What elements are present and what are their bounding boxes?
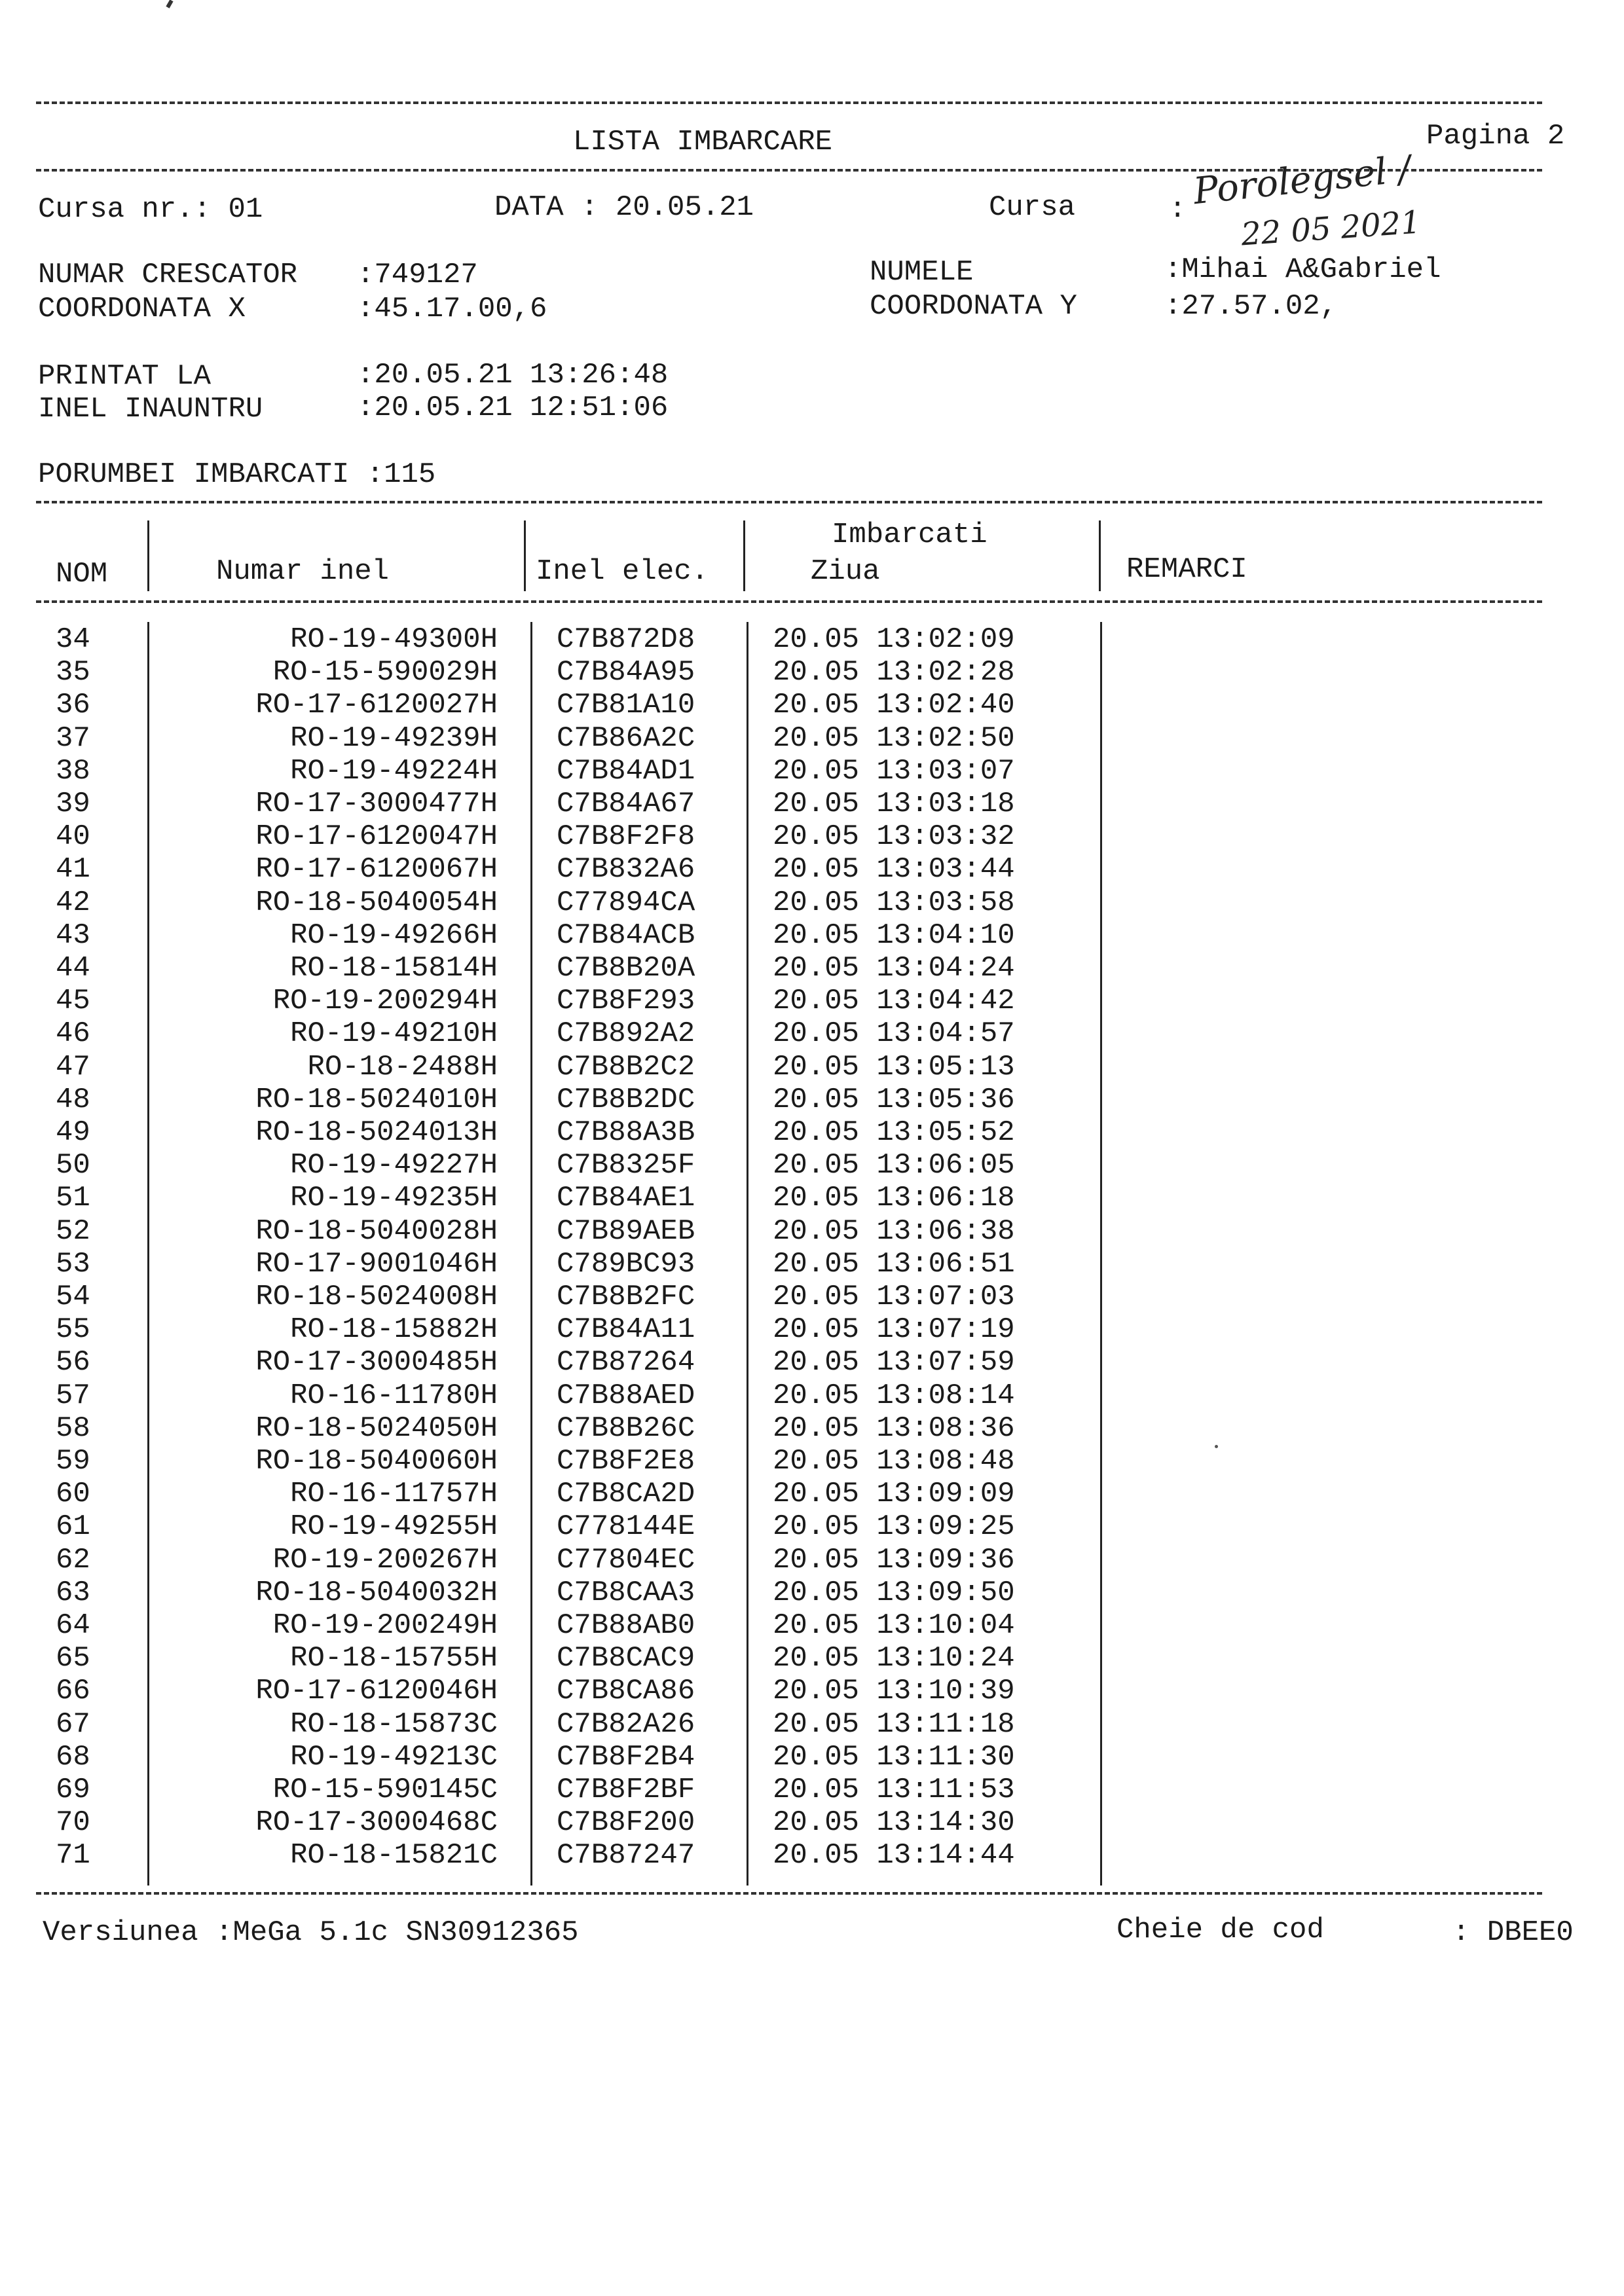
ring-number: RO-19-49300H [290, 623, 498, 656]
electronic-ring: C7B8B2C2 [557, 1050, 695, 1084]
col-header-nom: NOM [56, 558, 108, 591]
boarded-time: 20.05 13:04:24 [773, 952, 1015, 985]
software-version: Versiunea :MeGa 5.1c SN30912365 [43, 1916, 579, 1949]
row-number: 51 [56, 1182, 90, 1215]
boarded-time: 20.05 13:09:36 [773, 1543, 1015, 1576]
ring-number: RO-17-6120046H [255, 1675, 498, 1708]
ring-number: RO-19-49266H [290, 919, 498, 952]
col-header-boarded: Imbarcati [832, 519, 987, 551]
ring-number: RO-18-5024010H [255, 1083, 498, 1116]
ring-number: RO-18-5040032H [255, 1576, 498, 1609]
boarded-time: 20.05 13:06:05 [773, 1149, 1015, 1182]
row-number: 49 [56, 1116, 90, 1149]
scan-speck [166, 0, 173, 9]
table-row [0, 1085, 1624, 1117]
row-number: 71 [56, 1839, 90, 1872]
electronic-ring: C778144E [557, 1510, 695, 1544]
ring-number: RO-19-49227H [290, 1149, 498, 1182]
row-number: 59 [56, 1445, 90, 1478]
ring-number: RO-16-11757H [290, 1478, 498, 1511]
row-number: 56 [56, 1346, 90, 1379]
row-number: 61 [56, 1510, 90, 1544]
ring-number: RO-17-6120027H [255, 689, 498, 722]
col-divider [743, 520, 745, 591]
electronic-ring: C7B8F2E8 [557, 1445, 695, 1478]
electronic-ring: C77894CA [557, 886, 695, 919]
electronic-ring: C7B87247 [557, 1839, 695, 1872]
electronic-ring: C7B84AD1 [557, 754, 695, 788]
electronic-ring: C7B88AB0 [557, 1609, 695, 1642]
electronic-ring: C7B84A67 [557, 788, 695, 820]
row-number: 57 [56, 1379, 90, 1412]
col-divider [147, 520, 149, 591]
boarded-time: 20.05 13:05:36 [773, 1083, 1015, 1116]
table-row [0, 1512, 1624, 1544]
electronic-ring: C7B8CA86 [557, 1675, 695, 1708]
table-row [0, 1214, 1624, 1248]
row-number: 70 [56, 1806, 90, 1840]
ring-number: RO-16-11780H [290, 1379, 498, 1412]
boarded-time: 20.05 13:09:25 [773, 1510, 1015, 1544]
ring-number: RO-18-2488H [307, 1050, 498, 1084]
table-row [0, 1151, 1624, 1182]
ring-number: RO-19-200267H [272, 1543, 498, 1576]
row-number: 45 [56, 985, 90, 1018]
electronic-ring: C7B8CA2D [557, 1478, 695, 1511]
table-row [0, 625, 1624, 657]
table-row [0, 1019, 1624, 1051]
electronic-ring: C7B8B2FC [557, 1281, 695, 1313]
electronic-ring: C7B8CAA3 [557, 1576, 695, 1609]
row-number: 39 [56, 788, 90, 820]
table-row [0, 1543, 1624, 1577]
row-number: 40 [56, 820, 90, 854]
coord-x-label: COORDONATA X [38, 293, 246, 325]
ring-number: RO-19-49239H [290, 721, 498, 755]
table-row [0, 1677, 1624, 1708]
electronic-ring: C7B8F2B4 [557, 1740, 695, 1774]
ring-number: RO-18-5040028H [255, 1214, 498, 1248]
printed-at-label: PRINTAT LA [38, 360, 212, 393]
table-row [0, 1740, 1624, 1774]
electronic-ring: C7B8F200 [557, 1806, 695, 1840]
table-row [0, 1283, 1624, 1314]
ring-number: RO-19-49235H [290, 1182, 498, 1215]
table-row [0, 1050, 1624, 1084]
ring-number: RO-17-6120047H [255, 820, 498, 854]
divider-table-header [36, 600, 1542, 603]
boarded-time: 20.05 13:08:48 [773, 1445, 1015, 1478]
coord-x-value: :45.17.00,6 [357, 293, 547, 325]
ring-number: RO-18-5040060H [255, 1445, 498, 1478]
boarded-time: 20.05 13:10:39 [773, 1675, 1015, 1708]
ring-number: RO-18-15814H [290, 952, 498, 985]
table-row [0, 1644, 1624, 1675]
electronic-ring: C7B87264 [557, 1346, 695, 1379]
divider-top [36, 101, 1542, 104]
ring-number: RO-18-5024050H [255, 1412, 498, 1445]
ring-number: RO-17-3000477H [255, 788, 498, 820]
boarded-time: 20.05 13:07:59 [773, 1346, 1015, 1379]
ring-number: RO-17-6120067H [255, 853, 498, 886]
row-number: 67 [56, 1707, 90, 1741]
table-row [0, 1611, 1624, 1643]
page-number: Pagina 2 [1426, 120, 1565, 153]
electronic-ring: C7B8B26C [557, 1412, 695, 1445]
row-number: 64 [56, 1609, 90, 1642]
boarded-time: 20.05 13:11:18 [773, 1707, 1015, 1741]
table-row [0, 1808, 1624, 1840]
electronic-ring: C7B8F293 [557, 985, 695, 1018]
row-number: 36 [56, 689, 90, 722]
ring-number: RO-15-590145C [272, 1774, 498, 1806]
electronic-ring: C7B8F2BF [557, 1774, 695, 1806]
boarded-time: 20.05 13:10:04 [773, 1609, 1015, 1642]
boarded-time: 20.05 13:03:58 [773, 886, 1015, 919]
ring-in-label: INEL INAUNTRU [38, 393, 263, 426]
row-number: 42 [56, 886, 90, 919]
row-number: 68 [56, 1740, 90, 1774]
ring-number: RO-18-15755H [290, 1642, 498, 1675]
row-number: 69 [56, 1774, 90, 1806]
race-number: Cursa nr.: 01 [38, 193, 263, 226]
row-number: 60 [56, 1478, 90, 1511]
pigeons-boarded: PORUMBEI IMBARCATI :115 [38, 458, 436, 491]
row-number: 54 [56, 1281, 90, 1313]
boarded-time: 20.05 13:07:19 [773, 1313, 1015, 1347]
printed-at-value: :20.05.21 13:26:48 [357, 359, 669, 392]
code-key-value: : DBEE0 [1452, 1916, 1574, 1949]
boarded-time: 20.05 13:11:30 [773, 1740, 1015, 1774]
ring-number: RO-15-590029H [272, 656, 498, 689]
table-row [0, 1841, 1624, 1872]
electronic-ring: C7B81A10 [557, 689, 695, 722]
table-row [0, 1315, 1624, 1347]
electronic-ring: C7B89AEB [557, 1214, 695, 1248]
boarded-time: 20.05 13:03:32 [773, 820, 1015, 854]
row-number: 34 [56, 623, 90, 656]
electronic-ring: C7B832A6 [557, 853, 695, 886]
row-number: 55 [56, 1313, 90, 1347]
row-number: 65 [56, 1642, 90, 1675]
boarded-time: 20.05 13:07:03 [773, 1281, 1015, 1313]
row-number: 46 [56, 1017, 90, 1051]
code-key-label: Cheie de cod [1116, 1914, 1324, 1946]
table-row [0, 790, 1624, 821]
col-header-remarks: REMARCI [1126, 553, 1247, 586]
table-row [0, 1247, 1624, 1281]
electronic-ring: C7B8CAC9 [557, 1642, 695, 1675]
race-colon: : [1169, 193, 1187, 226]
table-row [0, 1348, 1624, 1379]
breeder-name-label: NUMELE [870, 256, 974, 289]
table-row [0, 658, 1624, 689]
row-number: 53 [56, 1247, 90, 1281]
electronic-ring: C7B88AED [557, 1379, 695, 1412]
electronic-ring: C7B82A26 [557, 1707, 695, 1741]
row-number: 47 [56, 1050, 90, 1084]
table-row [0, 691, 1624, 722]
electronic-ring: C7B8325F [557, 1149, 695, 1182]
race-label: Cursa [989, 191, 1076, 224]
ring-number: RO-18-15821C [290, 1839, 498, 1872]
electronic-ring: C7B84AE1 [557, 1182, 695, 1215]
ring-number: RO-18-5040054H [255, 886, 498, 919]
electronic-ring: C7B872D8 [557, 623, 695, 656]
handwritten-race-name: Porolegsel / [1191, 147, 1413, 213]
row-number: 63 [56, 1576, 90, 1609]
table-row [0, 1381, 1624, 1413]
electronic-ring: C789BC93 [557, 1247, 695, 1281]
ring-number: RO-19-200249H [272, 1609, 498, 1642]
boarded-time: 20.05 13:06:38 [773, 1214, 1015, 1248]
table-row [0, 822, 1624, 854]
boarded-time: 20.05 13:03:18 [773, 788, 1015, 820]
row-number: 44 [56, 952, 90, 985]
col-divider [1099, 520, 1101, 591]
table-row [0, 855, 1624, 886]
boarded-time: 20.05 13:04:42 [773, 985, 1015, 1018]
boarded-time: 20.05 13:04:57 [773, 1017, 1015, 1051]
ring-number: RO-19-49213C [290, 1740, 498, 1774]
boarded-time: 20.05 13:08:14 [773, 1379, 1015, 1412]
row-number: 66 [56, 1675, 90, 1708]
table-row [0, 1184, 1624, 1215]
ring-number: RO-17-3000468C [255, 1806, 498, 1840]
breeder-number-label: NUMAR CRESCATOR [38, 259, 298, 291]
row-number: 43 [56, 919, 90, 952]
row-number: 41 [56, 853, 90, 886]
electronic-ring: C7B8F2F8 [557, 820, 695, 854]
ring-number: RO-17-3000485H [255, 1346, 498, 1379]
divider-table-top [36, 501, 1542, 503]
row-number: 58 [56, 1412, 90, 1445]
col-header-day: Ziua [811, 555, 880, 588]
boarded-time: 20.05 13:02:40 [773, 689, 1015, 722]
ring-number: RO-17-9001046H [255, 1247, 498, 1281]
ring-number: RO-18-15873C [290, 1707, 498, 1741]
coord-y-label: COORDONATA Y [870, 290, 1077, 323]
row-number: 62 [56, 1543, 90, 1576]
table-row [0, 1414, 1624, 1446]
boarded-time: 20.05 13:09:09 [773, 1478, 1015, 1511]
race-date: DATA : 20.05.21 [494, 191, 754, 224]
electronic-ring: C7B88A3B [557, 1116, 695, 1149]
row-number: 50 [56, 1149, 90, 1182]
boarded-time: 20.05 13:02:28 [773, 656, 1015, 689]
row-number: 48 [56, 1083, 90, 1116]
electronic-ring: C7B86A2C [557, 721, 695, 755]
ring-number: RO-19-49224H [290, 754, 498, 788]
electronic-ring: C7B84A95 [557, 656, 695, 689]
col-header-electronic-ring: Inel elec. [536, 555, 709, 588]
breeder-number-value: :749127 [357, 259, 478, 291]
col-divider [524, 520, 526, 591]
ring-number: RO-19-49210H [290, 1017, 498, 1051]
table-row [0, 987, 1624, 1018]
boarded-time: 20.05 13:04:10 [773, 919, 1015, 952]
boarded-time: 20.05 13:10:24 [773, 1642, 1015, 1675]
table-row [0, 921, 1624, 953]
table-row [0, 721, 1624, 756]
electronic-ring: C77804EC [557, 1543, 695, 1576]
boarded-time: 20.05 13:03:44 [773, 853, 1015, 886]
ring-in-value: :20.05.21 12:51:06 [357, 392, 669, 424]
ring-number: RO-19-200294H [272, 985, 498, 1018]
boarded-time: 20.05 13:14:30 [773, 1806, 1015, 1840]
ring-number: RO-18-5024008H [255, 1281, 498, 1313]
boarded-time: 20.05 13:08:36 [773, 1412, 1015, 1445]
table-row [0, 1578, 1624, 1610]
scan-speck [1215, 1445, 1218, 1448]
boarded-time: 20.05 13:14:44 [773, 1839, 1015, 1872]
coord-y-value: :27.57.02, [1164, 290, 1338, 323]
col-header-ring: Numar inel [216, 555, 390, 588]
boarded-time: 20.05 13:02:50 [773, 721, 1015, 755]
table-row [0, 1118, 1624, 1150]
table-row [0, 1480, 1624, 1511]
divider-table-bottom [36, 1892, 1542, 1895]
handwritten-race-date: 22 05 2021 [1240, 204, 1422, 253]
ring-number: RO-18-5024013H [255, 1116, 498, 1149]
boarded-time: 20.05 13:02:09 [773, 623, 1015, 656]
table-row [0, 754, 1624, 788]
electronic-ring: C7B8B2DC [557, 1083, 695, 1116]
row-number: 38 [56, 754, 90, 788]
boarded-time: 20.05 13:06:51 [773, 1247, 1015, 1281]
boarded-time: 20.05 13:06:18 [773, 1182, 1015, 1215]
table-row [0, 1447, 1624, 1478]
breeder-name-value: :Mihai A&Gabriel [1164, 253, 1441, 286]
table-row [0, 1776, 1624, 1807]
boarded-time: 20.05 13:09:50 [773, 1576, 1015, 1609]
electronic-ring: C7B84ACB [557, 919, 695, 952]
electronic-ring: C7B892A2 [557, 1017, 695, 1051]
boarded-time: 20.05 13:11:53 [773, 1774, 1015, 1806]
row-number: 37 [56, 721, 90, 755]
row-number: 35 [56, 656, 90, 689]
electronic-ring: C7B8B20A [557, 952, 695, 985]
page-title: LISTA IMBARCARE [573, 126, 833, 158]
ring-number: RO-18-15882H [290, 1313, 498, 1347]
row-number: 52 [56, 1214, 90, 1248]
boarded-time: 20.05 13:05:13 [773, 1050, 1015, 1084]
electronic-ring: C7B84A11 [557, 1313, 695, 1347]
boarded-time: 20.05 13:03:07 [773, 754, 1015, 788]
table-row [0, 954, 1624, 985]
boarded-time: 20.05 13:05:52 [773, 1116, 1015, 1149]
table-row [0, 1707, 1624, 1741]
ring-number: RO-19-49255H [290, 1510, 498, 1544]
table-row [0, 888, 1624, 920]
